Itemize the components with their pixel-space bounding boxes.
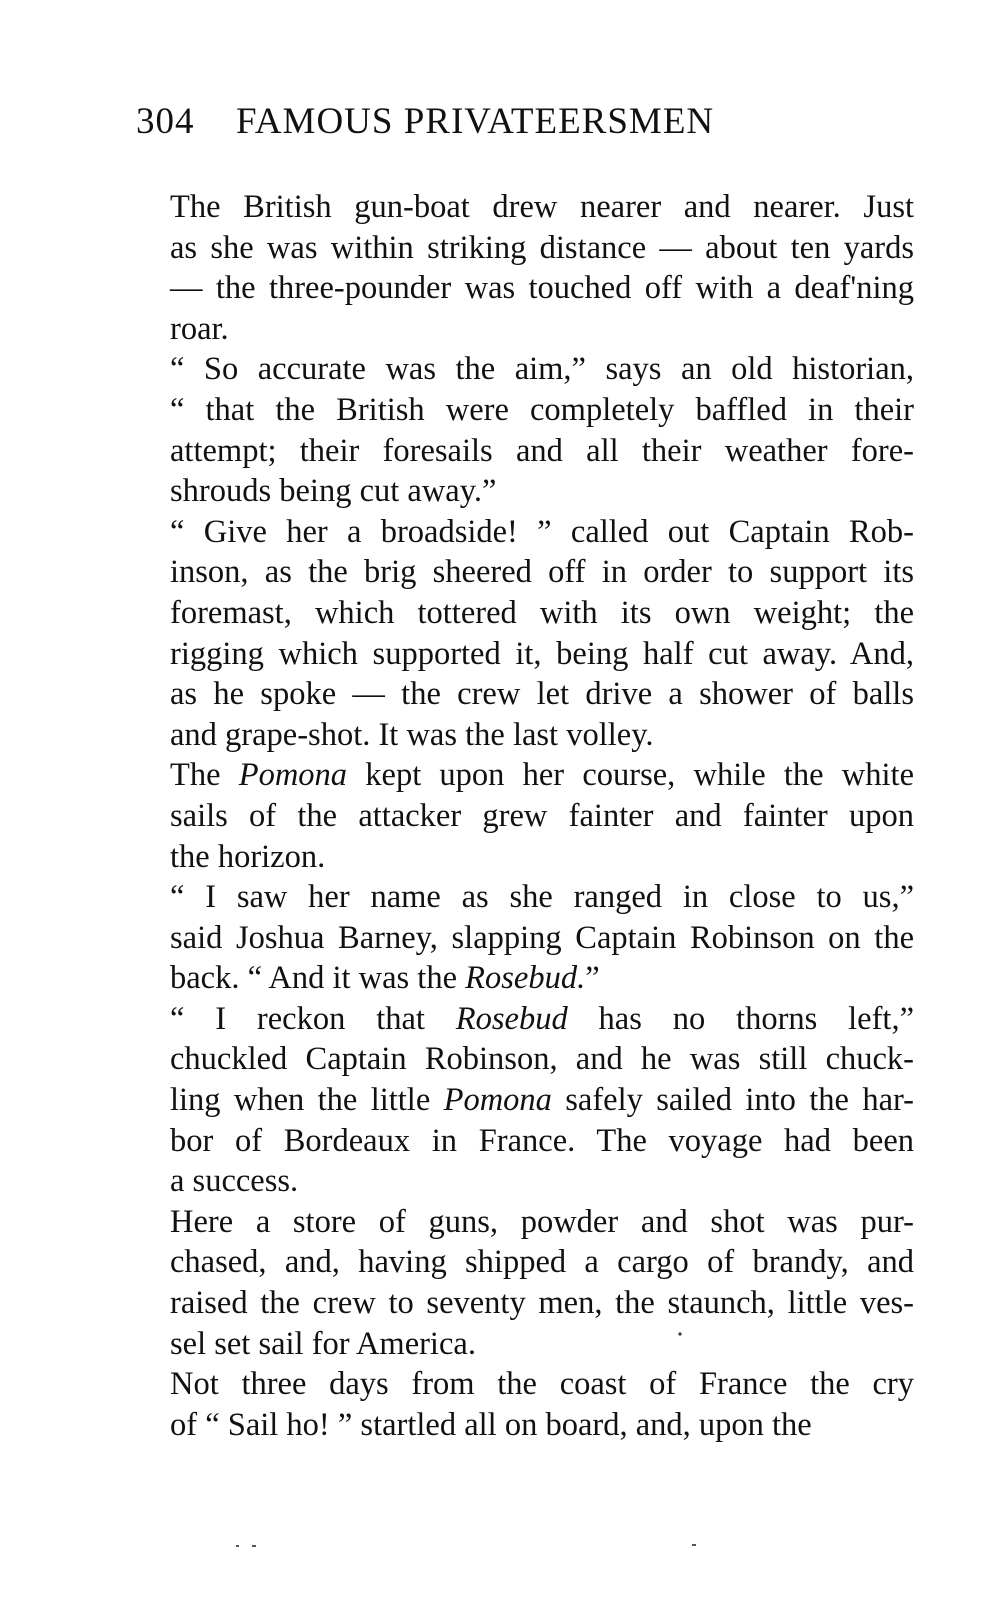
line-text-pre: The bbox=[170, 757, 239, 794]
text-line: sel set sail for America. bbox=[170, 1325, 476, 1362]
text-line: bor of Bordeaux in France. The voyage had been bbox=[170, 1122, 914, 1159]
ink-speck bbox=[236, 1545, 239, 1547]
ink-speck bbox=[678, 1332, 681, 1335]
text-line: “ Give her a broadside! ” called out Captain Rob- bbox=[170, 513, 914, 550]
text-line: — the three-pounder was touched off with a deaf'ning bbox=[170, 270, 914, 307]
text-line: Not three days from the coast of France the cry bbox=[170, 1366, 914, 1403]
line-text-pre: back. “ And it was the bbox=[170, 960, 466, 997]
text-line: chased, and, having shipped a cargo of brandy, and bbox=[170, 1244, 914, 1281]
line-text-post: ” bbox=[585, 960, 600, 997]
text-line: a success. bbox=[170, 1163, 299, 1200]
line-text-post: has no thorns left,” bbox=[567, 1000, 914, 1037]
text-line: roar. bbox=[170, 310, 229, 347]
line-text-post: kept upon her course, while the white bbox=[347, 757, 914, 794]
text-line: said Joshua Barney, slapping Captain Robinson on the bbox=[170, 919, 914, 956]
text-line: sails of the attacker grew fainter and fainter upon bbox=[170, 797, 914, 834]
text-line: as she was within striking distance — about ten yards bbox=[170, 229, 914, 266]
ship-name-italic: Rosebud. bbox=[465, 960, 586, 997]
text-line: and grape-shot. It was the last volley. bbox=[170, 716, 654, 753]
text-line: rigging which supported it, being half cut away. And, bbox=[170, 635, 914, 672]
ship-name-italic: Pomona bbox=[238, 757, 348, 794]
line-text-pre: ling when the little bbox=[170, 1082, 444, 1119]
text-line: raised the crew to seventy men, the staunch, little ves- bbox=[170, 1285, 914, 1322]
line-text-pre: “ I reckon that bbox=[170, 1000, 456, 1037]
ship-name-italic: Pomona bbox=[443, 1082, 552, 1119]
text-line: The British gun-boat drew nearer and nearer. Just bbox=[170, 189, 914, 225]
ink-speck bbox=[692, 1544, 696, 1546]
text-line: Here a store of guns, powder and shot was pur- bbox=[170, 1203, 914, 1240]
running-title: FAMOUS PRIVATEERSMEN bbox=[236, 101, 715, 142]
text-line: shrouds being cut away.” bbox=[170, 473, 497, 510]
ship-name-italic: Rosebud bbox=[455, 1000, 568, 1037]
text-line: foremast, which tottered with its own weight; the bbox=[170, 594, 914, 631]
text-line: of “ Sail ho! ” startled all on board, and, upon the bbox=[170, 1406, 812, 1443]
text-line: the horizon. bbox=[170, 838, 326, 875]
text-line: attempt; their foresails and all their weather fore- bbox=[170, 432, 914, 469]
text-line: “ I saw her name as she ranged in close to us,” bbox=[170, 879, 914, 916]
text-line: chuckled Captain Robinson, and he was still chuck- bbox=[170, 1041, 914, 1078]
text-line: “ that the British were completely baffled in their bbox=[170, 391, 914, 428]
page-number: 304 bbox=[136, 101, 195, 142]
text-line: “ So accurate was the aim,” says an old historian, bbox=[170, 351, 914, 388]
text-line: as he spoke — the crew let drive a shower of balls bbox=[170, 676, 914, 713]
ink-speck bbox=[252, 1545, 256, 1547]
line-text-post: safely sailed into the har- bbox=[551, 1082, 914, 1119]
text-line: inson, as the brig sheered off in order to support its bbox=[170, 554, 914, 591]
